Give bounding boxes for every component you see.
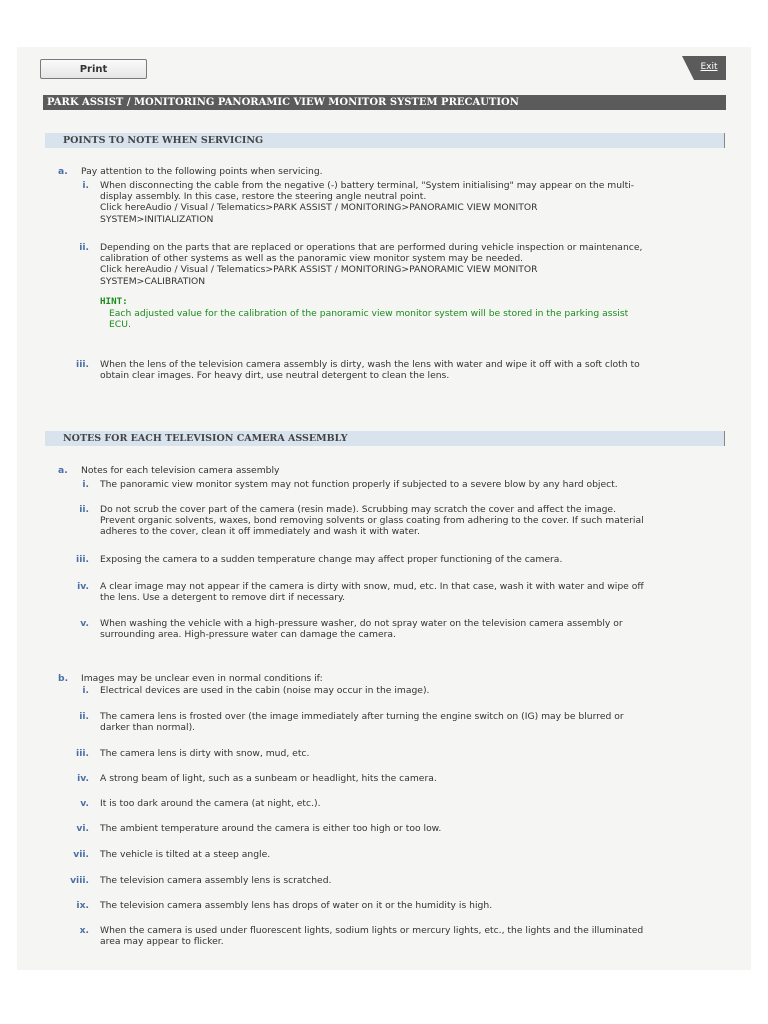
list-item-text: Exposing the camera to a sudden temperature change may affect proper functioning of the camera. — [100, 554, 563, 565]
list-item-text: The panoramic view monitor system may not function properly if subjected to a severe blow by any hard object. — [100, 479, 618, 490]
list-marker: vi. — [76, 823, 89, 834]
list-marker: ix. — [76, 900, 89, 911]
list-marker: v. — [80, 618, 89, 629]
list-item-text: The ambient temperature around the camera is either too high or too low. — [100, 823, 442, 834]
list-marker: iv. — [77, 581, 89, 592]
list-marker: viii. — [70, 875, 89, 886]
list-item-text: When the camera is used under fluorescent lights, sodium lights or mercury lights, etc., the lights and the illuminated area may appear to flicker. — [100, 925, 644, 948]
list-item-text: Do not scrub the cover part of the camera (resin made). Scrubbing may scratch the cover and affect the image. Prevent organic solvents, waxes, bond removing solvents or glass coating from adhering to the cover. If such material adheres to the cover, clean it off immediately and wash it with water. — [100, 504, 644, 538]
list-marker: ii. — [79, 242, 89, 253]
click-here-link[interactable]: Click hereAudio / Visual / Telematics>PARK ASSIST / MONITORING>PANORAMIC VIEW MONITOR — [100, 264, 538, 276]
list-item-text: Depending on the parts that are replaced or operations that are performed during vehicle inspection or maintenance, calibration of other systems as well as the panoramic view monitor system may be needed. Click hereAudio / Visual / Telematics>PARK ASSIST / MONITORING>PANORAMIC VIEW MONITOR SYSTEM>CALIBRATION — [100, 242, 643, 287]
list-item-text: The vehicle is tilted at a steep angle. — [100, 849, 271, 860]
hint-label: HINT: — [100, 296, 128, 307]
list-item-text: A clear image may not appear if the camera is dirty with snow, mud, etc. In that case, wash it with water and wipe off the lens. Use a detergent to remove dirt if necessary. — [100, 581, 644, 604]
list-item-text: When washing the vehicle with a high-pressure washer, do not spray water on the television camera assembly or surrounding area. High-pressure water can damage the camera. — [100, 618, 623, 641]
list-marker: a. — [58, 465, 68, 476]
hint-text: Each adjusted value for the calibration of the panoramic view monitor system will be stored in the parking assist ECU. — [109, 308, 629, 331]
list-marker: ii. — [79, 504, 89, 515]
section-heading-servicing: POINTS TO NOTE WHEN SERVICING — [45, 133, 725, 148]
list-marker: a. — [58, 166, 68, 177]
page-title: PARK ASSIST / MONITORING PANORAMIC VIEW MONITOR SYSTEM PRECAUTION — [43, 95, 726, 110]
list-marker: v. — [80, 798, 89, 809]
list-marker: i. — [82, 180, 89, 191]
print-button[interactable]: Print — [40, 59, 147, 79]
list-item-text: The camera lens is frosted over (the image immediately after turning the engine switch on (IG) may be blurred or darker than normal). — [100, 711, 624, 734]
list-item-text: When disconnecting the cable from the negative (-) battery terminal, "System initialising" may appear on the multi- display assembly. In this case, restore the steering angle neutral point. Click hereAudio / Visual / Telematics>PARK ASSIST / MONITORING>PANORAMIC VIEW MONITOR SYSTEM>INITIALIZATION — [100, 180, 635, 225]
list-marker: iii. — [76, 748, 89, 759]
list-marker: iv. — [77, 773, 89, 784]
click-here-link[interactable]: Click hereAudio / Visual / Telematics>PARK ASSIST / MONITORING>PANORAMIC VIEW MONITOR — [100, 202, 538, 214]
list-marker: i. — [82, 685, 89, 696]
list-marker: b. — [58, 673, 69, 684]
list-marker: x. — [79, 925, 89, 936]
list-item-text: It is too dark around the camera (at night, etc.). — [100, 798, 321, 809]
exit-tab[interactable] — [680, 56, 726, 80]
section-heading-camera-notes: NOTES FOR EACH TELEVISION CAMERA ASSEMBLY — [45, 431, 725, 446]
list-marker: vii. — [73, 849, 89, 860]
list-item-text: Images may be unclear even in normal conditions if: — [81, 673, 323, 684]
list-marker: ii. — [79, 711, 89, 722]
list-item-text: Notes for each television camera assembly — [81, 465, 280, 476]
list-item-text: A strong beam of light, such as a sunbeam or headlight, hits the camera. — [100, 773, 437, 784]
list-marker: i. — [82, 479, 89, 490]
list-item-text: When the lens of the television camera assembly is dirty, wash the lens with water and wipe it off with a soft cloth to obtain clear images. For heavy dirt, use neutral detergent to clean the lens. — [100, 359, 640, 382]
exit-link[interactable]: Exit — [700, 62, 718, 72]
list-item-text: The television camera assembly lens has drops of water on it or the humidity is high. — [100, 900, 493, 911]
list-marker: iii. — [76, 554, 89, 565]
list-marker: iii. — [76, 359, 89, 370]
list-item-text: The television camera assembly lens is scratched. — [100, 875, 332, 886]
list-item-text: The camera lens is dirty with snow, mud, etc. — [100, 748, 310, 759]
list-item-text: Pay attention to the following points when servicing. — [81, 166, 323, 177]
list-item-text: Electrical devices are used in the cabin (noise may occur in the image). — [100, 685, 430, 696]
